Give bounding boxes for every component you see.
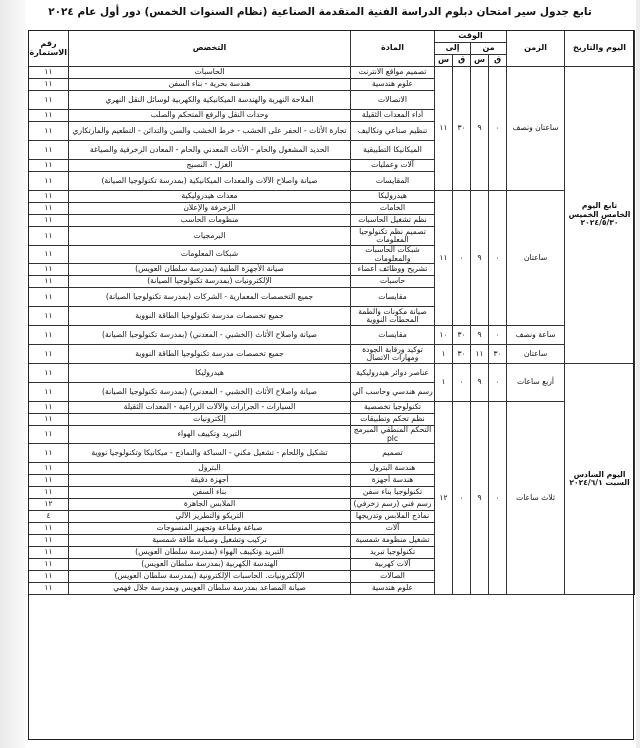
subject-cell: تنظيم صناعي وتكاليف (351, 122, 435, 141)
form-number-cell: ١١ (29, 535, 69, 547)
specialty-cell: أجهزة دقيقة (69, 475, 351, 487)
form-number-cell: ١٢ (29, 499, 69, 511)
specialty-cell: الزخرفة والإعلان (69, 203, 351, 215)
subject-cell: مقايسات (351, 288, 435, 307)
subject-cell: آلات وعمليات (351, 160, 435, 172)
specialty-cell: تركيب وتشغيل وصيانة طاقة شمسية (69, 535, 351, 547)
header-to: إلى (435, 43, 471, 55)
specialty-cell: جميع تخصصات مدرسة تكنولوجيا الطاقة النووية (69, 345, 351, 364)
from-hour-cell: ٩ (471, 67, 489, 191)
subject-cell: رسم فني (رسم زخرفي) (351, 499, 435, 511)
form-number-cell: ١١ (29, 307, 69, 326)
form-number-cell: ١١ (29, 246, 69, 264)
subject-cell: توكيد ورقابة الجودة ومهارات الاتصال (351, 345, 435, 364)
specialty-cell: الغزل - النسيج (69, 160, 351, 172)
subject-cell: آلات كهربية (351, 559, 435, 571)
from-hour-cell: ٩ (471, 402, 489, 595)
subject-cell: نظم تشغيل الحاسبات (351, 215, 435, 227)
subject-cell: علوم هندسية (351, 79, 435, 91)
table-frame (28, 30, 634, 740)
from-hour-cell: ٩ (471, 364, 489, 402)
form-number-cell: ١١ (29, 364, 69, 383)
specialty-cell: الهندسة الكهربية (بمدرسة سلطان العويس) (69, 559, 351, 571)
form-number-cell: ١١ (29, 141, 69, 160)
subject-cell: هندسة البترول (351, 463, 435, 475)
specialty-cell: الحديد المشغول والحام - الأثاث المعدني والحام - المعادن الزخرفية والصياغة (69, 141, 351, 160)
form-number-cell: ١١ (29, 426, 69, 444)
form-number-cell: ١١ (29, 91, 69, 110)
form-number-cell: ٤ (29, 511, 69, 523)
specialty-cell: صيانة واصلاح الأثاث (الخشبي - المعدني) (بمدرسة تكنولوجيا الصيانة) (69, 383, 351, 402)
form-number-cell: ١١ (29, 110, 69, 122)
subject-cell: الاتصالات (351, 91, 435, 110)
specialty-cell: الإلكترونيات. الحاسبات الإلكترونية (بمدرسة سلطان العويس) (69, 571, 351, 583)
form-number-cell: ١١ (29, 475, 69, 487)
form-number-cell: ١١ (29, 122, 69, 141)
to-minutes-cell: ٣٠ (453, 326, 471, 345)
specialty-cell: صيانة واصلاح الأثاث (الخشبي - المعدني) (بمدرسة تكنولوجيا الصيانة) (69, 326, 351, 345)
to-minutes-cell: ٣٠ (453, 345, 471, 364)
to-minutes-cell: ٠ (453, 191, 471, 326)
form-number-cell: ١١ (29, 276, 69, 288)
subject-cell: صيانة مكونات والطمة المحطات النووية (351, 307, 435, 326)
subject-cell: الصالات (351, 571, 435, 583)
form-number-cell: ١١ (29, 215, 69, 227)
specialty-cell: جميع التخصصات المعمارية - الشركات (بمدرسة تكنولوجيا الصيانة) (69, 288, 351, 307)
page-title: تابع جدول سير امتحان دبلوم الدراسة الفنية المتقدمة الصناعية (نظام السنوات الخمس) دور أول عام ٢٠٢٤ (48, 6, 592, 18)
subject-cell: نظم تحكم وتطبيقات (351, 414, 435, 426)
subject-cell: نماذج الملابس وتدريجها (351, 511, 435, 523)
subject-cell: تصميم مواقع الانترنت (351, 67, 435, 79)
specialty-cell: التريكو والتطريز الآلي (69, 511, 351, 523)
form-number-cell: ١١ (29, 79, 69, 91)
to-minutes-cell: ٠ (453, 364, 471, 402)
subject-cell: هندسة أجهزة (351, 475, 435, 487)
form-number-cell: ١١ (29, 383, 69, 402)
form-number-cell: ١١ (29, 547, 69, 559)
specialty-cell: منظومات الحاسب (69, 215, 351, 227)
header-to-q: ق (453, 55, 471, 67)
to-minutes-cell: ٣٠ (453, 67, 471, 191)
header-subject: المادة (351, 31, 435, 67)
form-number-cell: ١١ (29, 463, 69, 475)
header-to-s: س (435, 55, 453, 67)
subject-cell: عناصر دوائر هيدروليكية (351, 364, 435, 383)
duration-cell: ساعة ونصف (507, 326, 565, 345)
form-number-cell: ١١ (29, 160, 69, 172)
subject-cell: أداء المعدات الثقيلة (351, 110, 435, 122)
form-number-cell: ١١ (29, 583, 69, 595)
specialty-cell: السيارات - الجرارات والآلات الزراعية - المعدات الثقيلة (69, 402, 351, 414)
subject-cell: مقايسات (351, 326, 435, 345)
specialty-cell: البترول (69, 463, 351, 475)
form-number-cell: ١١ (29, 345, 69, 364)
subject-cell: شبكات الحاسبات والمعلومات (351, 246, 435, 264)
specialty-cell: صباغة وطباعة وتجهيز المنسوجات (69, 523, 351, 535)
header-time: الوقت (435, 31, 507, 43)
specialty-cell: هندسة بحرية - بناء السفن (69, 79, 351, 91)
from-minutes-cell: ٣٠ (489, 345, 507, 364)
to-hour-cell: ١ (435, 364, 453, 402)
subject-cell: الميكانيكا التطبيقية (351, 141, 435, 160)
subject-cell: تصميم نظم تكنولوجيا المعلومات (351, 227, 435, 246)
specialty-cell: البرمجيات (69, 227, 351, 246)
specialty-cell: بناء السفن (69, 487, 351, 499)
specialty-cell: التبريد وتكييف الهواء (بمدرسة سلطان العويس) (69, 547, 351, 559)
to-hour-cell: ١ (435, 345, 453, 364)
scan-margin-right (636, 0, 640, 748)
subject-cell: تكنولوجيا بناء سفن (351, 487, 435, 499)
form-number-cell: ١١ (29, 191, 69, 203)
to-minutes-cell: ٠ (453, 402, 471, 595)
to-hour-cell: ١٢ (435, 402, 453, 595)
specialty-cell: هيدروليكا (69, 364, 351, 383)
form-number-cell: ١١ (29, 264, 69, 276)
specialty-cell: صيانة المصاعد بمدرسة سلطان العويس وبمدرسة جلال فهمي (69, 583, 351, 595)
form-number-cell: ١١ (29, 559, 69, 571)
specialty-cell: الإلكترونيات (بمدرسة تكنولوجيا الصيانة) (69, 276, 351, 288)
to-hour-cell: ١٠ (435, 326, 453, 345)
day-date-cell: اليوم السادس السبت ٢٠٢٤/٦/١ (565, 364, 635, 595)
subject-cell: آلات (351, 523, 435, 535)
subject-cell: تكنولوجيا تخصصية (351, 402, 435, 414)
duration-cell: ساعتان (507, 345, 565, 364)
subject-cell: حاسبات (351, 276, 435, 288)
subject-cell: التحكم المنطقي المبرمج plc (351, 426, 435, 444)
specialty-cell: معدات هيدروليكية (69, 191, 351, 203)
from-minutes-cell: ٠ (489, 402, 507, 595)
subject-cell: تكنولوجيا تبريد (351, 547, 435, 559)
day-date-cell: تابع اليوم الخامس الخميس ٢٠٢٤/٥/٣٠ (565, 67, 635, 364)
form-number-cell: ١١ (29, 523, 69, 535)
header-day: اليوم والتاريخ (565, 31, 635, 67)
scan-margin-left (0, 0, 26, 748)
subject-cell: هيدروليكا (351, 191, 435, 203)
form-number-cell: ١١ (29, 203, 69, 215)
duration-cell: ثلاث ساعات (507, 402, 565, 595)
duration-cell: أربع ساعات (507, 364, 565, 402)
form-number-cell: ١١ (29, 444, 69, 463)
form-number-cell: ١١ (29, 487, 69, 499)
from-minutes-cell: ٠ (489, 326, 507, 345)
specialty-cell: شبكات المعلومات (69, 246, 351, 264)
duration-cell: ساعتان ونصف (507, 67, 565, 191)
from-minutes-cell: ٠ (489, 364, 507, 402)
specialty-cell: وحدات النقل والرفع المتحكم والصلب (69, 110, 351, 122)
specialty-cell: تشكيل واللحام - تشغيل مكني - السباكة والنماذج - ميكانيكا وتكنولوجيا نووية (69, 444, 351, 463)
form-number-cell: ١١ (29, 402, 69, 414)
to-hour-cell: ١١ (435, 67, 453, 191)
form-number-cell: ١١ (29, 172, 69, 191)
from-minutes-cell: ٠ (489, 67, 507, 191)
form-number-cell: ١١ (29, 227, 69, 246)
specialty-cell: صيانة الأجهزة الطبية (بمدرسة سلطان العويس) (69, 264, 351, 276)
to-hour-cell: ١١ (435, 191, 453, 326)
specialty-cell: صيانة واصلاح الآلات والمعدات الميكانيكية (بمدرسة تكنولوجيا الصيانة) (69, 172, 351, 191)
header-specialty: التخصص (69, 31, 351, 67)
subject-cell: تصميم (351, 444, 435, 463)
specialty-cell: إلكترونيات (69, 414, 351, 426)
header-from-q: ق (489, 55, 507, 67)
specialty-cell: جميع تخصصات مدرسة تكنولوجيا الطاقة النووية (69, 307, 351, 326)
subject-cell: تشريح ووظائف أعضاء (351, 264, 435, 276)
form-number-cell: ١١ (29, 326, 69, 345)
duration-cell: ساعتان (507, 191, 565, 326)
specialty-cell: الملاحة النهرية والهندسة الميكانيكية والكهربية لوسائل النقل النهري (69, 91, 351, 110)
subject-cell: الخامات (351, 203, 435, 215)
header-from-s: س (471, 55, 489, 67)
subject-cell: المقايسات (351, 172, 435, 191)
form-number-cell: ١١ (29, 288, 69, 307)
header-duration: الزمن (507, 31, 565, 67)
form-number-cell: ١١ (29, 414, 69, 426)
header-from: من (471, 43, 507, 55)
subject-cell: تشغيل منظومة شمسية (351, 535, 435, 547)
specialty-cell: الحاسبات (69, 67, 351, 79)
form-number-cell: ١١ (29, 67, 69, 79)
specialty-cell: تجارة الأثاث - الحفر على الخشب - خرط الخشب والسن والتدائن - التطعيم والمارتكاري (69, 122, 351, 141)
subject-cell: رسم هندسي وحاسب آلي (351, 383, 435, 402)
from-hour-cell: ٩ (471, 326, 489, 345)
header-code: رقم الاستمارة (29, 31, 69, 67)
specialty-cell: الملابس الجاهزة (69, 499, 351, 511)
subject-cell: علوم هندسية (351, 583, 435, 595)
from-hour-cell: ١١ (471, 345, 489, 364)
specialty-cell: التبريد وتكييف الهواء (69, 426, 351, 444)
from-hour-cell: ٩ (471, 191, 489, 326)
form-number-cell: ١١ (29, 571, 69, 583)
from-minutes-cell: ٠ (489, 191, 507, 326)
